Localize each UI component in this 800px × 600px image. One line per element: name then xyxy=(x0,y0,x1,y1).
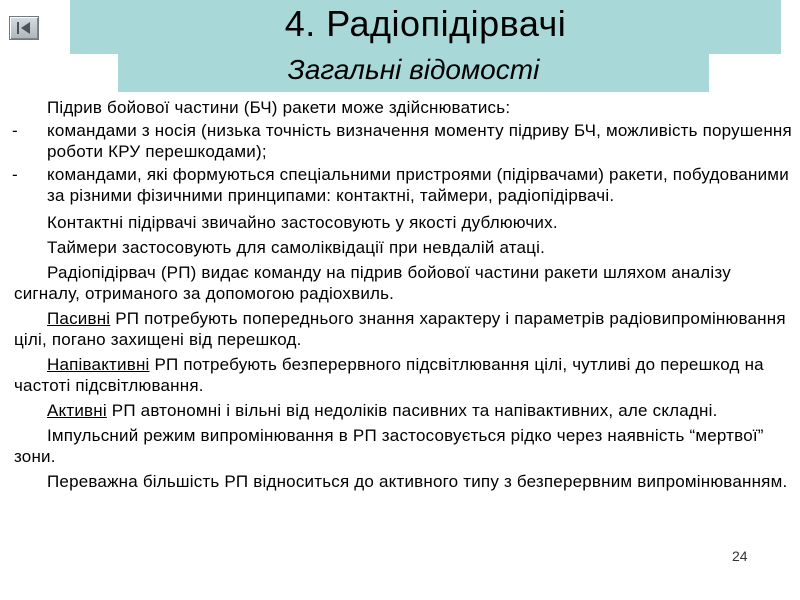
contact-paragraph: Контактні підірвачі звичайно застосовують у якості дублюючих. xyxy=(47,213,558,232)
bullet-marker: - xyxy=(12,165,18,184)
bullet-marker: - xyxy=(12,121,18,140)
page-number: 24 xyxy=(732,548,748,564)
semi-active-text: РП потребують безперервного підсвітлювання цілі, чутливі до перешкод на частоті підсвітлювання. xyxy=(14,355,764,395)
bullet-text: командами з носія (низька точність визначення моменту підриву БЧ, можливість порушення роботи КРУ перешкодами); xyxy=(47,121,792,161)
bullet-text: командами, які формуються спеціальними пристроями (підірвачами) ракети, побудованими за різними фізичними принципами: контактні, таймери, радіопідірвачі. xyxy=(47,165,789,205)
active-term: Активні xyxy=(47,401,107,420)
passive-text: РП потребують попереднього знання характеру і параметрів радіовипромінювання цілі, погано захищені від перешкод. xyxy=(14,309,786,349)
majority-paragraph: Переважна більшість РП відноситься до активного типу з безперервним випромінюванням. xyxy=(47,472,788,491)
passive-paragraph xyxy=(14,308,794,350)
back-to-start-icon xyxy=(15,20,33,36)
passive-term: Пасивні xyxy=(47,309,111,328)
semi-active-term: Напівактивні xyxy=(47,355,150,374)
pulse-paragraph: Імпульсний режим випромінювання в РП застосовується рідко через наявність “мертвої” зони. xyxy=(14,426,764,466)
bullet-item xyxy=(14,120,794,162)
timers-paragraph: Таймери застосовують для самоліквідації при невдалій атаці. xyxy=(47,238,546,257)
slide-subtitle: Загальні відомості xyxy=(287,54,540,85)
semi-active-paragraph xyxy=(14,354,794,396)
active-text: РП автономні і вільні від недоліків пасивних та напівактивних, але складні. xyxy=(106,401,718,420)
intro-paragraph: Підрив бойової частини (БЧ) ракети може здійснюватись: xyxy=(47,98,511,117)
slide-title: 4. Радіопідірвачі xyxy=(284,3,567,44)
bullet-item xyxy=(14,164,794,206)
rf-definition-paragraph: Радіопідірвач (РП) видає команду на підрив бойової частини ракети шляхом аналізу сигналу, отриманого за допомогою радіохвиль. xyxy=(14,263,731,303)
back-to-start-button[interactable] xyxy=(9,16,39,40)
slide-body xyxy=(14,97,794,496)
active-paragraph xyxy=(14,400,794,421)
